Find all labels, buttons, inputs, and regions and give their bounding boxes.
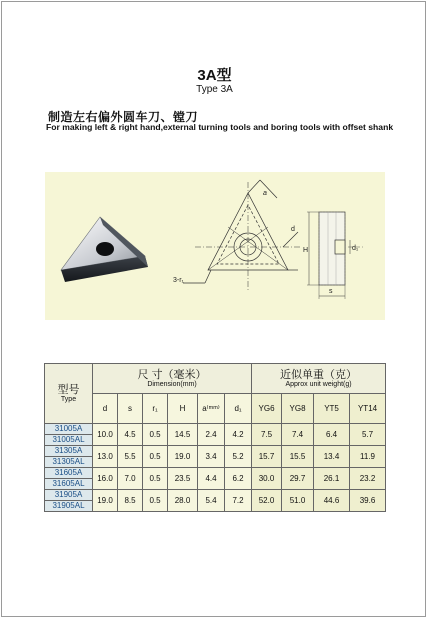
table-row bbox=[45, 490, 386, 501]
value-cell: 0.5 bbox=[143, 490, 168, 512]
description-chinese: 制造左右偏外圆车刀、镗刀 bbox=[48, 110, 199, 124]
insert-photo bbox=[61, 217, 148, 282]
insert-drawing bbox=[45, 172, 385, 320]
label-H: H bbox=[303, 247, 309, 254]
weight-header-en: Approx unit weight(g) bbox=[285, 380, 352, 388]
value-cell: 8.5 bbox=[118, 490, 143, 512]
dimension-header bbox=[93, 364, 252, 394]
value-cell: 26.1 bbox=[314, 468, 350, 490]
value-cell: 19.0 bbox=[93, 490, 118, 512]
value-cell: 23.2 bbox=[350, 468, 386, 490]
type-header-zh: 型号 bbox=[57, 383, 80, 396]
value-cell: 11.9 bbox=[350, 446, 386, 468]
value-cell: 51.0 bbox=[282, 490, 314, 512]
value-cell: 29.7 bbox=[282, 468, 314, 490]
column-header: YG8 bbox=[282, 394, 314, 424]
value-cell: 16.0 bbox=[93, 468, 118, 490]
type-header-en: Type bbox=[60, 395, 77, 403]
page-subtitle: Type 3A bbox=[196, 84, 233, 95]
value-cell: 2.4 bbox=[198, 424, 225, 446]
column-header: YT5 bbox=[314, 394, 350, 424]
value-cell: 0.5 bbox=[143, 424, 168, 446]
value-cell: 13.4 bbox=[314, 446, 350, 468]
label-d: d bbox=[291, 226, 295, 233]
column-header: r₁ bbox=[143, 394, 168, 424]
type-code: 31305A bbox=[45, 446, 93, 457]
type-code: 31905A bbox=[45, 490, 93, 501]
value-cell: 19.0 bbox=[168, 446, 198, 468]
column-header: H bbox=[168, 394, 198, 424]
label-radius: 3-r₁ bbox=[173, 277, 184, 284]
column-header: s bbox=[118, 394, 143, 424]
table-row bbox=[45, 468, 386, 479]
value-cell: 15.7 bbox=[252, 446, 282, 468]
type-code: 31005A bbox=[45, 424, 93, 435]
value-cell: 7.5 bbox=[252, 424, 282, 446]
label-s: s bbox=[329, 288, 333, 295]
table-row bbox=[45, 446, 386, 457]
value-cell: 7.4 bbox=[282, 424, 314, 446]
page-title: 3A型 bbox=[197, 67, 232, 84]
value-cell: 4.4 bbox=[198, 468, 225, 490]
value-cell: 10.0 bbox=[93, 424, 118, 446]
label-d1: d₁ bbox=[352, 245, 359, 252]
value-cell: 15.5 bbox=[282, 446, 314, 468]
value-cell: 5.7 bbox=[350, 424, 386, 446]
column-header: d bbox=[93, 394, 118, 424]
value-cell: 3.4 bbox=[198, 446, 225, 468]
type-code: 31005AL bbox=[45, 435, 93, 446]
value-cell: 5.5 bbox=[118, 446, 143, 468]
type-code: 31605A bbox=[45, 468, 93, 479]
column-header: YT14 bbox=[350, 394, 386, 424]
type-code: 31305AL bbox=[45, 457, 93, 468]
dimension-header-en: Dimension(mm) bbox=[147, 380, 197, 388]
value-cell: 39.6 bbox=[350, 490, 386, 512]
value-cell: 0.5 bbox=[143, 446, 168, 468]
value-cell: 13.0 bbox=[93, 446, 118, 468]
value-cell: 14.5 bbox=[168, 424, 198, 446]
weight-header bbox=[252, 364, 386, 394]
value-cell: 0.5 bbox=[143, 468, 168, 490]
value-cell: 4.2 bbox=[225, 424, 252, 446]
value-cell: 52.0 bbox=[252, 490, 282, 512]
spec-table bbox=[44, 363, 386, 512]
type-code: 31605AL bbox=[45, 479, 93, 490]
value-cell: 23.5 bbox=[168, 468, 198, 490]
insert-drawing-panel bbox=[45, 172, 385, 320]
value-cell: 5.2 bbox=[225, 446, 252, 468]
top-view-drawing bbox=[183, 180, 301, 292]
type-header bbox=[45, 364, 93, 424]
value-cell: 7.0 bbox=[118, 468, 143, 490]
column-header: a⁽ᵐᵐ⁾ bbox=[198, 394, 225, 424]
type-code: 31905AL bbox=[45, 501, 93, 512]
description-english: For making left & right hand,external turning tools and boring tools with offset shank bbox=[46, 122, 394, 132]
column-header-row bbox=[45, 394, 386, 424]
value-cell: 7.2 bbox=[225, 490, 252, 512]
dimension-header-zh: 尺 寸（毫米） bbox=[137, 368, 207, 381]
value-cell: 4.5 bbox=[118, 424, 143, 446]
value-cell: 28.0 bbox=[168, 490, 198, 512]
value-cell: 6.2 bbox=[225, 468, 252, 490]
table-row bbox=[45, 424, 386, 435]
value-cell: 44.6 bbox=[314, 490, 350, 512]
label-angle: a bbox=[263, 190, 267, 197]
column-header: YG6 bbox=[252, 394, 282, 424]
value-cell: 6.4 bbox=[314, 424, 350, 446]
value-cell: 30.0 bbox=[252, 468, 282, 490]
weight-header-zh: 近似单重（克） bbox=[280, 368, 358, 381]
column-header: d₁ bbox=[225, 394, 252, 424]
insert-hole bbox=[96, 242, 114, 256]
value-cell: 5.4 bbox=[198, 490, 225, 512]
side-section-drawing bbox=[307, 212, 363, 299]
